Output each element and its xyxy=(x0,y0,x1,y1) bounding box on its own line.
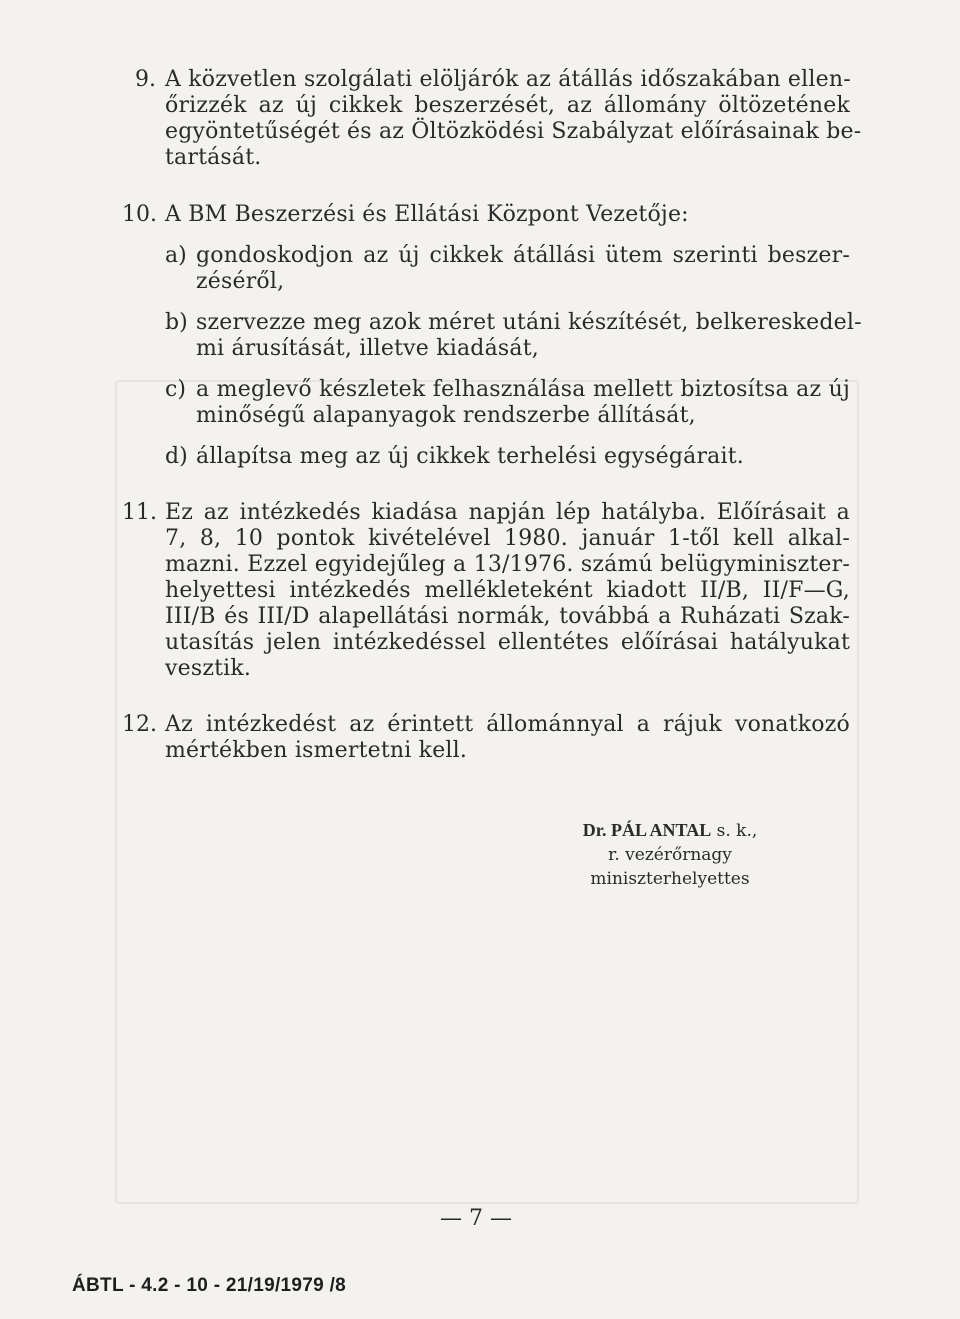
item-10b-label: b) xyxy=(165,310,188,335)
item-9-line-4: tartását. xyxy=(165,145,262,170)
signer-rank: r. vezérőrnagy xyxy=(608,845,732,865)
item-10c-label: c) xyxy=(165,377,186,402)
item-11-line-5: III/B és III/D alapellátási normák, továbbá a Ruházati Szak- xyxy=(165,604,850,629)
item-11-line-6: utasítás jelen intézkedéssel ellentétes előírásai hatályukat xyxy=(165,630,850,655)
item-10b-line-1: szervezze meg azok méret utáni készítését, belkereskedel- xyxy=(196,310,862,335)
item-11-line-7: vesztik. xyxy=(165,656,252,681)
item-11-line-3: mazni. Ezzel egyidejűleg a 13/1976. számú belügyminiszter- xyxy=(165,552,850,577)
item-10-intro: A BM Beszerzési és Ellátási Központ Vezetője: xyxy=(165,202,689,227)
signature-name-line xyxy=(540,818,800,843)
item-10d-label: d) xyxy=(165,444,188,469)
item-10b-line-2: mi árusítását, illetve kiadását, xyxy=(196,336,539,361)
signer-name: Dr. PÁL ANTAL xyxy=(582,820,712,840)
item-12-line-1: Az intézkedést az érintett állománnyal a rájuk vonatkozó xyxy=(165,712,850,737)
item-10a-label: a) xyxy=(165,243,187,268)
item-10a-line-2: zéséről, xyxy=(196,269,285,294)
item-10-number: 10. xyxy=(122,202,157,227)
item-9-line-1: A közvetlen szolgálati elöljárók az átállás időszakában ellen- xyxy=(165,67,851,92)
item-10c-line-2: minőségű alapanyagok rendszerbe állítását, xyxy=(196,403,696,428)
item-12-line-2: mértékben ismertetni kell. xyxy=(165,738,468,763)
item-10a-line-1: gondoskodjon az új cikkek átállási ütem szerinti beszer- xyxy=(196,243,850,268)
signer-suffix: s. k., xyxy=(716,821,758,841)
page-number: — 7 — xyxy=(440,1206,512,1231)
item-11-line-4: helyettesi intézkedés mellékleteként kiadott II/B, II/F—G, xyxy=(165,578,850,603)
item-11-number: 11. xyxy=(122,500,157,525)
item-9-line-3: egyöntetűségét és az Öltözködési Szabályzat előírásainak be- xyxy=(165,119,862,144)
item-9-line-2: őrizzék az új cikkek beszerzését, az állomány öltözetének xyxy=(165,93,850,118)
item-11-line-2: 7, 8, 10 pontok kivételével 1980. január 1-től kell alkal- xyxy=(165,526,850,551)
signer-title: miniszterhelyettes xyxy=(590,869,750,889)
item-12-number: 12. xyxy=(122,712,157,737)
item-10d-line-1: állapítsa meg az új cikkek terhelési egységárait. xyxy=(196,444,744,469)
archive-reference: ÁBTL - 4.2 - 10 - 21/19/1979 /8 xyxy=(72,1275,347,1296)
item-11-line-1: Ez az intézkedés kiadása napján lép hatályba. Előírásait a xyxy=(165,500,850,525)
item-10c-line-1: a meglevő készletek felhasználása mellett biztosítsa az új xyxy=(196,377,850,402)
item-9-number: 9. xyxy=(135,67,156,92)
